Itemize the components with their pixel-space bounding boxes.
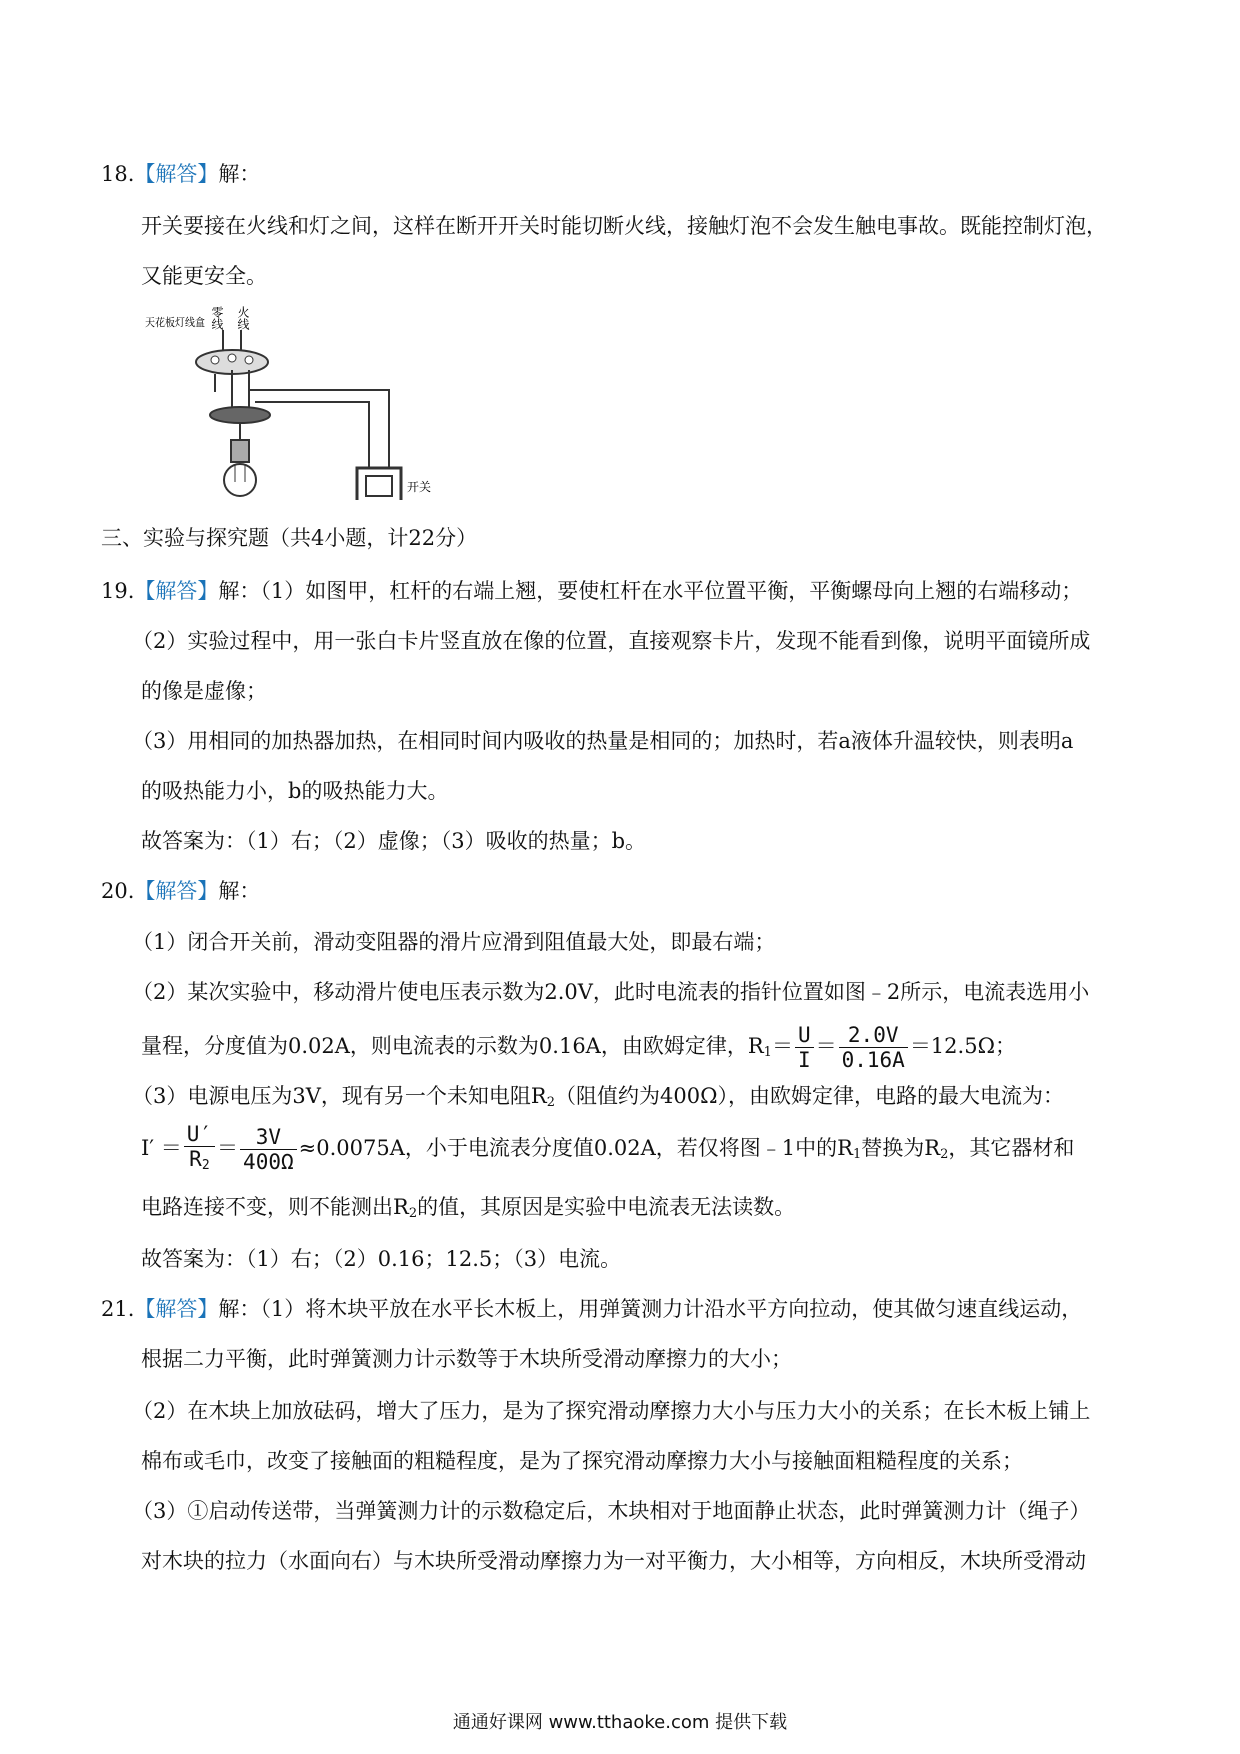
q19-line-3: 的像是虚像； (141, 679, 267, 703)
answer-tag: 【解答】 (134, 879, 219, 903)
q18-heading: 18.【解答】解： (101, 162, 261, 186)
light-bulb-icon (224, 464, 256, 496)
q20-line-5: I′ ＝ $\frac{U'}{R_2}$ ＝ $\frac{3V}{400\Omega}$ ≈0.0075A，小于电流表分度值0.02A，若仅将图﹣1中的$R_1$替换为$R_2$，其它器材和 (141, 1120, 1074, 1183)
q19-line-4: （3）用相同的加热器加热，在相同时间内吸收的热量是相同的；加热时，若a液体升温较快，则表明a (132, 729, 1074, 753)
fraction-voltage-over-current: $\frac{2.0V}{0.16A}$ (839, 1023, 908, 1072)
figure-label-neutral: 零线 (210, 306, 224, 330)
q21-line-1: 21.【解答】解：（1）将木块平放在水平长木板上，用弹簧测力计沿水平方向拉动，使其做匀速直线运动， (101, 1297, 1083, 1321)
lamp-socket (231, 440, 249, 462)
q21-line-2: 根据二力平衡，此时弹簧测力计示数等于木块所受滑动摩擦力的大小； (141, 1347, 792, 1371)
q18-line-2: 又能更安全。 (141, 264, 267, 288)
q21-line-5: （3）①启动传送带，当弹簧测力计的示数稳定后，木块相对于地面静止状态，此时弹簧测力计（绳子） (132, 1499, 1091, 1523)
figure-label-switch: 开关 (407, 480, 432, 494)
q20-line-2: （2）某次实验中，移动滑片使电压表示数为2.0V，此时电流表的指针位置如图﹣2所示，电流表选用小 (132, 980, 1090, 1004)
figure-label-box: 天花板灯线盒 (145, 316, 211, 329)
q20-heading: 20.【解答】解： (101, 879, 261, 903)
q20-answer: 故答案为：（1）右；（2）0.16；12.5；（3）电流。 (141, 1247, 622, 1271)
q20-line-3: 量程，分度值为0.02A，则电流表的示数为0.16A，由欧姆定律，$R_1=$ $\frac{U}{I}$ ＝ $\frac{2.0V}{0.16A}$ ＝12.5Ω； (141, 1023, 1016, 1072)
q20-line-1: （1）闭合开关前，滑动变阻器的滑片应滑到阻值最大处，即最右端； (132, 930, 776, 954)
answer-tag: 【解答】 (134, 162, 219, 186)
q21-line-4: 棉布或毛巾，改变了接触面的粗糙程度，是为了探究滑动摩擦力大小与接触面粗糙程度的关系； (141, 1449, 1023, 1473)
q19-line-1: 19.【解答】解：（1）如图甲，杠杆的右端上翘，要使杠杆在水平位置平衡，平衡螺母向上翘的右端移动； (101, 579, 1083, 603)
page-footer: 通通好课网 www.tthaoke.com 提供下载 (452, 1712, 788, 1733)
q20-line-6: 电路连接不变，则不能测出$R_2$的值，其原因是实验中电流表无法读数。 (141, 1195, 796, 1221)
figure-label-live: 火线 (236, 306, 250, 330)
fraction-3v-over-400ohm: $\frac{3V}{400\Omega}$ (240, 1125, 297, 1174)
q19-answer: 故答案为：（1）右；（2）虚像；（3）吸收的热量；b。 (141, 829, 647, 853)
answer-tag: 【解答】 (134, 579, 219, 603)
q18-line-1: 开关要接在火线和灯之间，这样在断开开关时能切断火线，接触灯泡不会发生触电事故。既能控制灯泡， (141, 214, 1107, 238)
section-heading: 三、实验与探究题（共4小题，计22分） (101, 526, 478, 550)
q19-line-2: （2）实验过程中，用一张白卡片竖直放在像的位置，直接观察卡片，发现不能看到像，说明平面镜所成 (132, 629, 1091, 653)
answer-tag: 【解答】 (134, 1297, 219, 1321)
q21-line-3: （2）在木块上加放砝码，增大了压力，是为了探究滑动摩擦力大小与压力大小的关系；在长木板上铺上 (132, 1399, 1091, 1423)
fraction-u-prime-over-r2: $\frac{U'}{R_2}$ (184, 1122, 215, 1178)
lamp-switch-wiring-figure (145, 290, 475, 500)
q21-line-6: 对木块的拉力（水面向右）与木块所受滑动摩擦力为一对平衡力，大小相等，方向相反，木块所受滑动 (141, 1549, 1086, 1573)
q20-line-4: （3）电源电压为3V，现有另一个未知电阻$R_2$（阻值约为400Ω），由欧姆定律，电路的最大电流为： (132, 1084, 1064, 1110)
q19-line-5: 的吸热能力小，b的吸热能力大。 (141, 779, 449, 803)
fraction-u-over-i: $\frac{U}{I}$ (795, 1023, 814, 1072)
